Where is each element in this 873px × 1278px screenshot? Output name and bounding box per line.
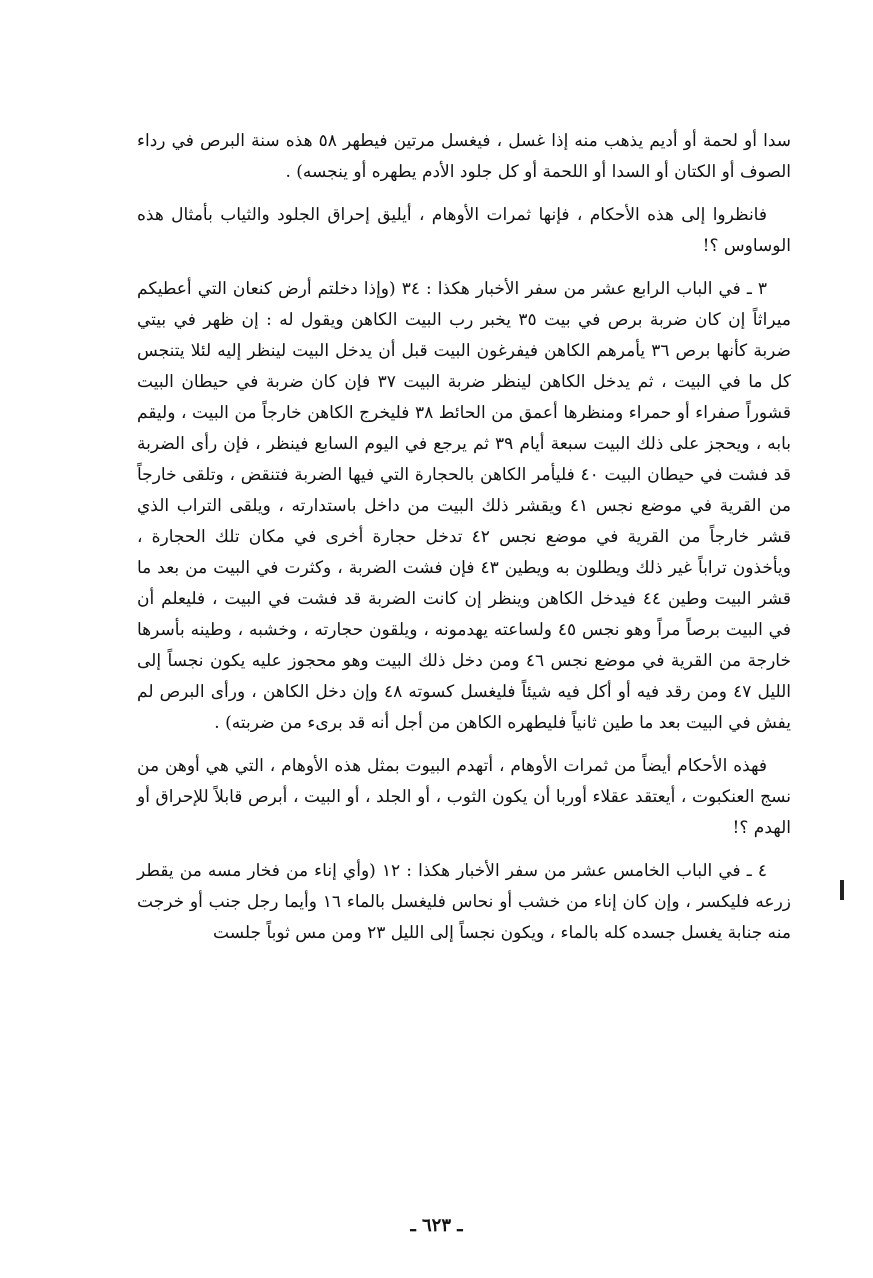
- page-body: [137, 126, 791, 961]
- paragraph-1: سدا أو لحمة أو أديم يذهب منه إذا غسل ، فيغسل مرتين فيطهر ٥٨ هذه سنة البرص في رداء الصوف أو الكتان أو السدا أو اللحمة أو كل جلود الأدم يطهره أو ينجسه) .: [137, 131, 791, 182]
- paragraph-2: فانظروا إلى هذه الأحكام ، فإنها ثمرات الأوهام ، أيليق إحراق الجلود والثياب بأمثال هذه الوساوس ؟!: [137, 205, 791, 256]
- paragraph-3: ٣ ـ في الباب الرابع عشر من سفر الأخبار هكذا : ٣٤ (وإذا دخلتم أرض كنعان التي أعطيكم ميراثاً إن كان ضربة برص في بيت ٣٥ يخبر رب البيت الكاهن ويقول له : إن ظهر في بيتي ضربة كأنها برص ٣٦ يأمرهم الكاهن فيفرغون البيت قبل أن يدخل البيت لينظر إليه لئلا يتنجس كل ما في البيت ، ثم يدخل الكاهن لينظر ضربة البيت ٣٧ فإن كان ضربة في حيطان البيت قشوراً صفراء أو حمراء ومنظرها أعمق من الحائط ٣٨ فليخرج الكاهن خارجاً من البيت ، وليقم بابه ، ويحجز على ذلك البيت سبعة أيام ٣٩ ثم يرجع في اليوم السابع فينظر ، فإن رأى الضربة قد فشت في حيطان البيت ٤٠ فليأمر الكاهن بالحجارة التي فيها الضربة فتنقض ، وتلقى خارجاً من القرية في موضع نجس ٤١ ويقشر ذلك البيت من داخل باستدارته ، ويلقى التراب الذي قشر خارجاً من القرية في موضع نجس ٤٢ تدخل حجارة أخرى في مكان تلك الحجارة ، ويأخذون تراباً غير ذلك ويطلون به ويطين ٤٣ فإن فشت الضربة ، وكثرت في البيت من بعد ما قشر البيت وطين ٤٤ فيدخل الكاهن وينظر إن كانت الضربة قد فشت في البيت ، فليعلم أن في البيت برصاً مراً وهو نجس ٤٥ ولساعته يهدمونه ، ويلقون حجارته ، وخشبه ، وطينه بأسرها خارجة من القرية في موضع نجس ٤٦ ومن دخل ذلك البيت وهو محجوز عليه يكون نجساً إلى الليل ٤٧ ومن رقد فيه أو أكل فيه شيئاً فليغسل كسوته ٤٨ وإن دخل الكاهن ، ورأى البرص لم يفش في البيت بعد ما طين ثانياً فليطهره الكاهن من أجل أنه قد برىء من ضربته) .: [137, 279, 792, 733]
- margin-mark: [840, 880, 844, 900]
- paragraph-4: فهذه الأحكام أيضاً من ثمرات الأوهام ، أتهدم البيوت بمثل هذه الأوهام ، التي هي أوهن من نسج العنكبوت ، أيعتقد عقلاء أوربا أن يكون الثوب ، أو الجلد ، أو البيت ، أبرص قابلاً للإحراق أو الهدم ؟!: [137, 756, 791, 838]
- paragraph-5: ٤ ـ في الباب الخامس عشر من سفر الأخبار هكذا : ١٢ (وأي إناء من فخار مسه من يقطر زرعه فليكسر ، وإن كان إناء من خشب أو نحاس فليغسل بالماء ١٦ وأيما رجل جنب أو خرجت منه جنابة يغسل جسده كله بالماء ، ويكون نجساً إلى الليل ٢٣ ومن مس ثوباً جلست: [137, 861, 791, 943]
- page-number: ـ ٦٢٣ ـ: [410, 1215, 463, 1236]
